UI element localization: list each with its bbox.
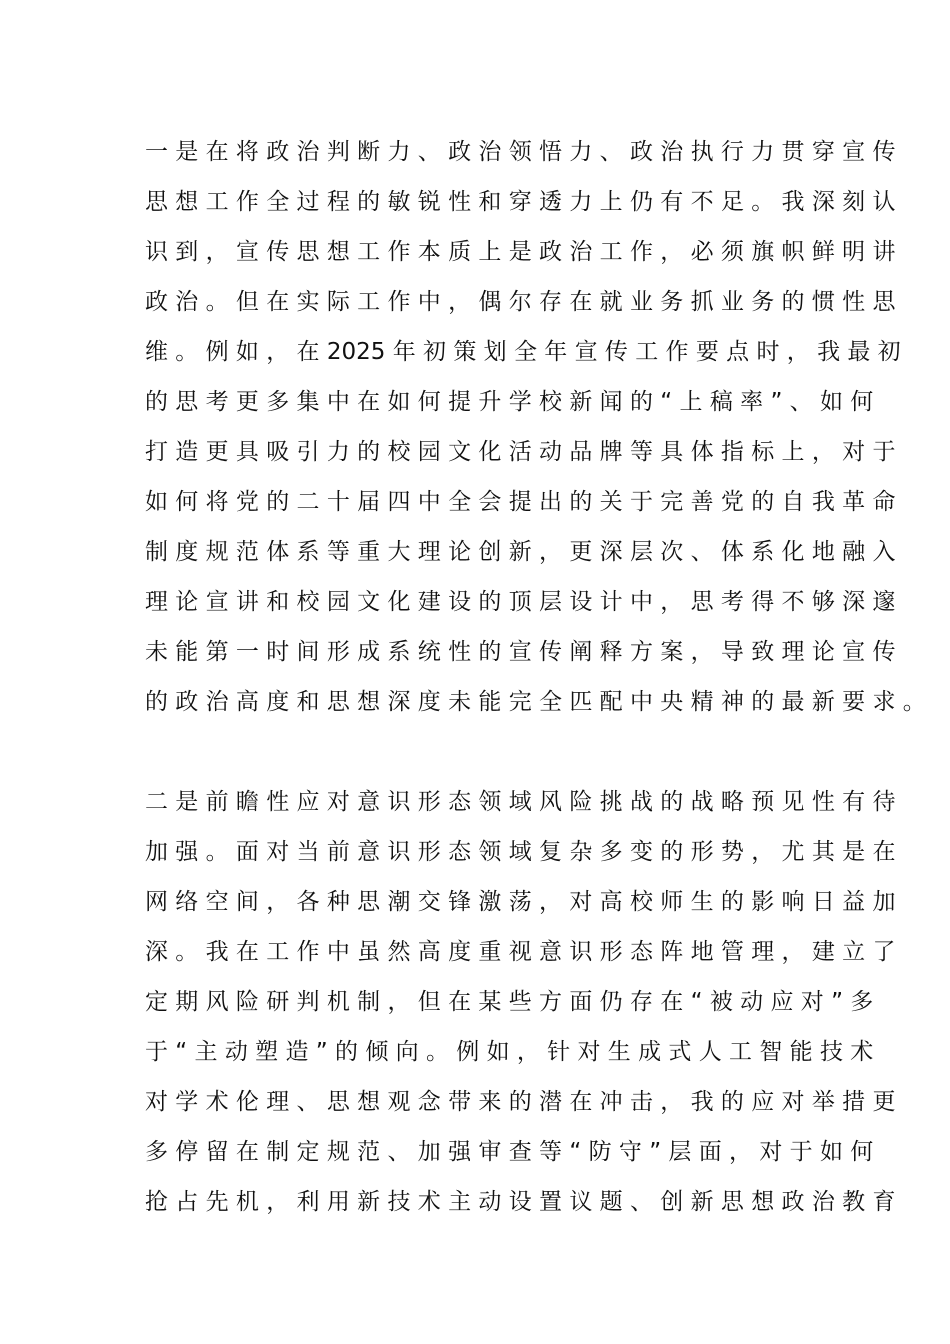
text-line: 政 治 。 但 在 实 际 工 作 中 ， 偶 尔 存 在 就 业 务 抓 业 务 的 惯 性 思 xyxy=(145,289,896,315)
text-line: 的 思 考 更 多 集 中 在 如 何 提 升 学 校 新 闻 的 “ 上 稿 率 ” 、 如 何 xyxy=(145,389,874,415)
text-line: 深 。 我 在 工 作 中 虽 然 高 度 重 视 意 识 形 态 阵 地 管 理 ， 建 立 了 xyxy=(145,939,896,965)
text-line: 抢 占 先 机 ， 利 用 新 技 术 主 动 设 置 议 题 、 创 新 思 想 政 治 教 育 xyxy=(145,1189,896,1215)
text-line: 识 到 ， 宣 传 思 想 工 作 本 质 上 是 政 治 工 作 ， 必 须 旗 帜 鲜 明 讲 xyxy=(145,239,896,265)
text-line: 打 造 更 具 吸 引 力 的 校 园 文 化 活 动 品 牌 等 具 体 指 标 上 ， 对 于 xyxy=(145,439,896,465)
text-line: 思 想 工 作 全 过 程 的 敏 锐 性 和 穿 透 力 上 仍 有 不 足 。 我 深 刻 认 xyxy=(145,189,896,215)
text-line: 理 论 宣 讲 和 校 园 文 化 建 设 的 顶 层 设 计 中 ， 思 考 得 不 够 深 邃 xyxy=(145,589,896,615)
text-line: 制 度 规 范 体 系 等 重 大 理 论 创 新 ， 更 深 层 次 、 体 系 化 地 融 入 xyxy=(145,539,896,565)
text-line: 二 是 前 瞻 性 应 对 意 识 形 态 领 域 风 险 挑 战 的 战 略 预 见 性 有 待 xyxy=(145,789,896,815)
text-line: 维 。 例 如 ， 在 2025 年 初 策 划 全 年 宣 传 工 作 要 点 时 ， 我 最 初 xyxy=(145,339,901,365)
text-line: 定 期 风 险 研 判 机 制 ， 但 在 某 些 方 面 仍 存 在 “ 被 动 应 对 ” 多 xyxy=(145,989,874,1015)
text-line: 于 “ 主 动 塑 造 ” 的 倾 向 。 例 如 ， 针 对 生 成 式 人 工 智 能 技 术 xyxy=(145,1039,874,1065)
text-line: 未 能 第 一 时 间 形 成 系 统 性 的 宣 传 阐 释 方 案 ， 导 致 理 论 宣 传 xyxy=(145,639,896,665)
text-line: 多 停 留 在 制 定 规 范 、 加 强 审 查 等 “ 防 守 ” 层 面 ， 对 于 如 何 xyxy=(145,1139,874,1165)
paragraph-2 xyxy=(145,777,896,1227)
text-line: 一 是 在 将 政 治 判 断 力 、 政 治 领 悟 力 、 政 治 执 行 力 贯 穿 宣 传 xyxy=(145,139,896,165)
text-line: 加 强 。 面 对 当 前 意 识 形 态 领 域 复 杂 多 变 的 形 势 ， 尤 其 是 在 xyxy=(145,839,896,865)
paragraph-1 xyxy=(145,127,926,727)
text-line: 对 学 术 伦 理 、 思 想 观 念 带 来 的 潜 在 冲 击 ， 我 的 应 对 举 措 更 xyxy=(145,1089,896,1115)
text-line: 的 政 治 高 度 和 思 想 深 度 未 能 完 全 匹 配 中 央 精 神 的 最 新 要 求 。 xyxy=(145,689,926,715)
text-line: 网 络 空 间 ， 各 种 思 潮 交 锋 激 荡 ， 对 高 校 师 生 的 影 响 日 益 加 xyxy=(145,889,896,915)
text-line: 如 何 将 党 的 二 十 届 四 中 全 会 提 出 的 关 于 完 善 党 的 自 我 革 命 xyxy=(145,489,896,515)
